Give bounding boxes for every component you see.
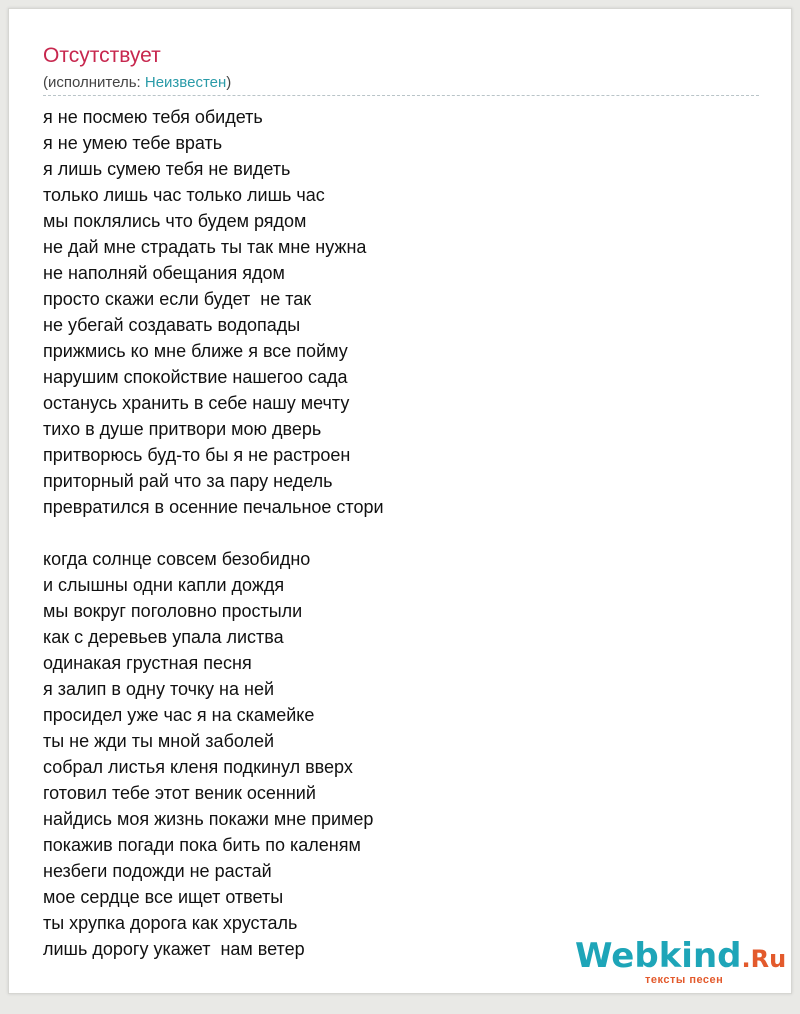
lyric-line: ты не жди ты мной заболей [43, 731, 275, 751]
lyric-line: я не посмею тебя обидеть [43, 107, 263, 127]
song-title: Отсутствует [43, 44, 161, 67]
lyrics-text [43, 104, 759, 962]
webkind-logo[interactable] [575, 936, 787, 992]
lyric-line: притворюсь буд-то бы я не растроен [43, 445, 351, 465]
logo-tld: .Ru [741, 945, 787, 973]
lyric-line: прижмись ко мне ближе я все пойму [43, 341, 348, 361]
lyric-line: не убегай создавать водопады [43, 315, 301, 335]
lyric-line: и слышны одни капли дождя [43, 575, 285, 595]
lyric-line: собрал листья кленя подкинул вверх [43, 757, 353, 777]
logo-wordmark [575, 936, 787, 979]
lyric-line: мое сердце все ищет ответы [43, 887, 284, 907]
lyric-line: останусь хранить в себе нашу мечту [43, 393, 350, 413]
lyric-line: когда солнце совсем безобидно [43, 549, 311, 569]
logo-name: Webkind [575, 936, 742, 976]
lyric-line: незбеги подожди не растай [43, 861, 272, 881]
lyric-line: только лишь час только лишь час [43, 185, 325, 205]
lyric-line: мы вокруг поголовно простыли [43, 601, 303, 621]
lyric-line: как с деревьев упала листва [43, 627, 284, 647]
lyric-line: покажив погади пока бить по каленям [43, 835, 361, 855]
lyric-line: нарушим спокойствие нашегоо сада [43, 367, 348, 387]
lyric-line: не наполняй обещания ядом [43, 263, 285, 283]
dashed-divider [43, 95, 759, 96]
lyric-line: не дай мне страдать ты так мне нужна [43, 237, 367, 257]
logo-tagline: тексты песен [645, 974, 724, 986]
lyric-line: ты хрупка дорога как хрусталь [43, 913, 298, 933]
lyric-line: просидел уже час я на скамейке [43, 705, 315, 725]
lyric-line: лишь дорогу укажет нам ветер [43, 939, 305, 959]
verse-2 [43, 546, 759, 962]
artist-prefix: (исполнитель: [43, 74, 145, 91]
lyric-line: я лишь сумею тебя не видеть [43, 159, 291, 179]
lyric-line: тихо в душе притвори мою дверь [43, 419, 322, 439]
lyric-line: мы поклялись что будем рядом [43, 211, 307, 231]
lyrics-card [8, 8, 792, 994]
lyric-line: готовил тебе этот веник осенний [43, 783, 316, 803]
verse-gap [43, 520, 759, 546]
lyric-line: найдись моя жизнь покажи мне пример [43, 809, 374, 829]
verse-1 [43, 104, 759, 520]
artist-link[interactable]: Неизвестен [144, 74, 227, 91]
artist-line [43, 73, 231, 93]
artist-suffix: ) [226, 74, 232, 91]
lyric-line: приторный рай что за пару недель [43, 471, 333, 491]
lyric-line: я не умею тебе врать [43, 133, 223, 153]
lyric-line: одинакая грустная песня [43, 653, 252, 673]
lyric-line: просто скажи если будет не так [43, 289, 312, 309]
lyric-line: превратился в осенние печальное стори [43, 497, 384, 517]
lyric-line: я залип в одну точку на ней [43, 679, 275, 699]
